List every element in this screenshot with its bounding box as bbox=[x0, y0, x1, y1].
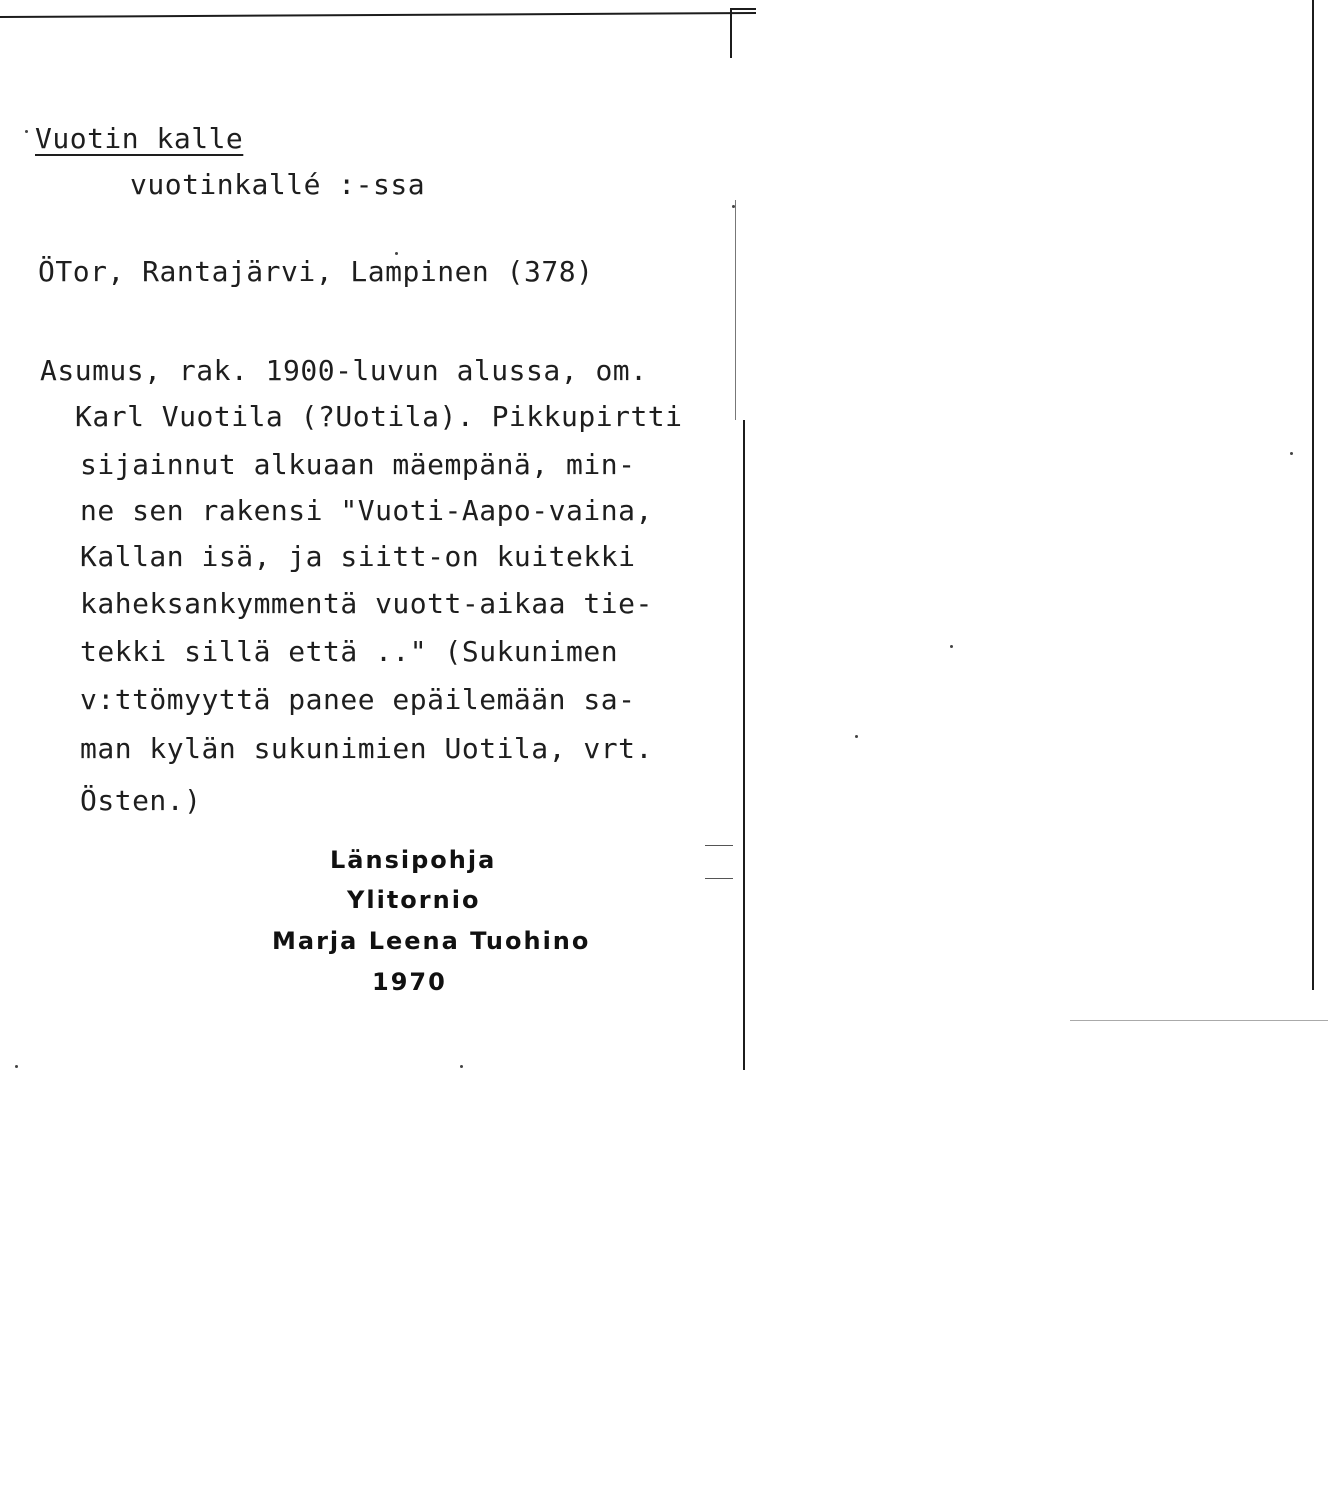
body-line: tekki sillä että .." (Sukunimen bbox=[80, 635, 619, 668]
dash-mark-1 bbox=[705, 845, 733, 846]
card-top-edge bbox=[0, 12, 756, 18]
card-corner-mark bbox=[730, 8, 756, 10]
variant-form: vuotinkallé :-ssa bbox=[130, 168, 426, 201]
faint-dash-line bbox=[1070, 1020, 1328, 1021]
body-line: Asumus, rak. 1900-luvun alussa, om. bbox=[40, 354, 648, 387]
body-line: v:ttömyyttä panee epäilemään sa- bbox=[80, 683, 636, 716]
stamp-parish: Ylitornio bbox=[347, 886, 481, 914]
headword: Vuotin kalle bbox=[35, 122, 244, 155]
body-line: Karl Vuotila (?Uotila). Pikkupirtti bbox=[75, 400, 683, 433]
speck bbox=[732, 205, 735, 208]
speck bbox=[1290, 452, 1293, 455]
stamp-collector: Marja Leena Tuohino bbox=[272, 927, 591, 955]
body-line: man kylän sukunimien Uotila, vrt. bbox=[80, 732, 653, 765]
dash-mark-2 bbox=[705, 878, 733, 879]
card-right-edge-faint bbox=[735, 200, 736, 420]
body-line: Kallan isä, ja siitt-on kuitekki bbox=[80, 540, 636, 573]
speck bbox=[950, 645, 953, 648]
speck bbox=[15, 1065, 18, 1068]
body-line: sijainnut alkuaan mäempänä, min- bbox=[80, 448, 636, 481]
card-corner-tick bbox=[730, 8, 732, 58]
body-line: Östen.) bbox=[80, 784, 202, 817]
card-right-edge bbox=[743, 420, 745, 1070]
speck bbox=[855, 735, 858, 738]
speck bbox=[460, 1065, 463, 1068]
speck bbox=[25, 130, 28, 133]
body-line: kaheksankymmentä vuott-aikaa tie- bbox=[80, 587, 653, 620]
body-line: ne sen rakensi "Vuoti-Aapo-vaina, bbox=[80, 494, 653, 527]
stamp-year: 1970 bbox=[372, 968, 447, 996]
source-line: ÖTor, Rantajärvi, Lampinen (378) bbox=[38, 255, 594, 288]
stamp-region: Länsipohja bbox=[330, 846, 497, 874]
page-right-edge bbox=[1312, 0, 1314, 990]
